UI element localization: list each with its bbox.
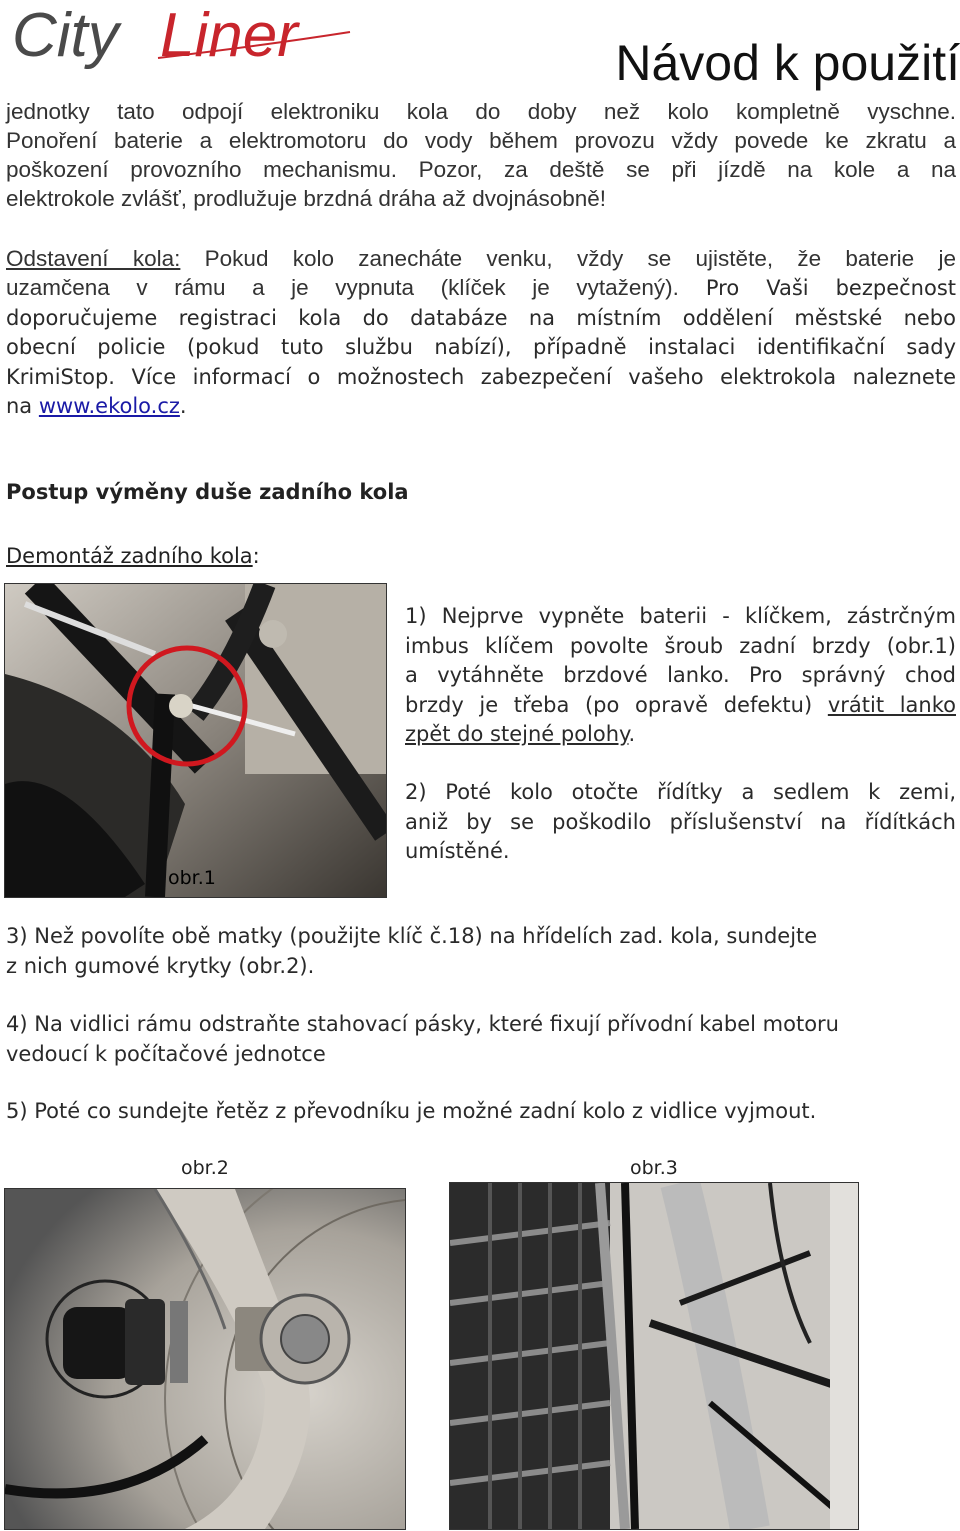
parking-line-5: KrimiStop. Více informací o možnostech zabezpečení vašeho elektrokola naleznete [6, 364, 956, 389]
parking-line-1-text: Pokud kolo zanecháte venku, vždy se ujistěte, že baterie je [204, 246, 956, 271]
step-1-line-5-end: . [628, 722, 636, 746]
step-4-text [6, 1010, 956, 1069]
logo-graphic [10, 0, 370, 76]
figure-1-caption: obr.1 [168, 867, 216, 889]
logo [10, 0, 370, 76]
page-title: Návod k použití [615, 35, 960, 91]
figure-3-caption: obr.3 [630, 1157, 678, 1179]
step-2-text [405, 778, 956, 867]
parking-line-4: obecní policie (pokud tuto službu nabízí), případně instalaci identifikační sady [6, 335, 956, 359]
logo-liner-text: Liner [160, 1, 298, 70]
intro-line: elektrokole zvlášť, prodlužuje brzdná dráha až dvojnásobně! [6, 186, 607, 211]
step-3-line-2: z nich gumové krytky (obr.2). [6, 953, 315, 978]
figure-2-caption: obr.2 [181, 1157, 229, 1179]
intro-paragraph [6, 97, 956, 213]
step-2-line-3: umístěné. [405, 839, 510, 863]
parking-line-3: doporučujeme registraci kola do databáze na místním oddělení městské nebo [6, 305, 956, 330]
step-1-line-5 [405, 720, 956, 750]
subsection-title [6, 544, 260, 568]
figure-2-photo [4, 1188, 406, 1530]
intro-line: poškození provozního mechanismu. Pozor, za deště se při jízdě na kole a na [6, 157, 956, 182]
step-2-line-1: 2) Poté kolo otočte řídítky a sedlem k zemi, [405, 780, 956, 804]
step-1-text [405, 602, 956, 750]
parking-line-1 [6, 244, 956, 273]
figure-3-photo [449, 1182, 859, 1530]
parking-line-6-suffix: . [179, 394, 187, 418]
step-5-text [6, 1097, 956, 1127]
figure-1-photo [4, 583, 387, 898]
parking-label: Odstavení kola: [6, 246, 181, 271]
intro-line: Ponoření baterie a elektromotoru do vody během provozu vždy povede ke zkratu a [6, 128, 956, 153]
ekolo-link[interactable]: www.ekolo.cz [38, 394, 180, 418]
parking-paragraph [6, 244, 956, 422]
parking-line-2b: Pro Vaši bezpečnost [705, 276, 956, 300]
figure-3-graphic [450, 1183, 858, 1529]
parking-line-2a: uzamčena v rámu a je vypnuta (klíček je vytažený). [6, 275, 679, 300]
step-1-line-3: a vytáhněte brzdové lanko. Pro správný chod [405, 663, 956, 687]
step-2-line-2: aniž by se poškodilo příslušenství na řídítkách [405, 809, 956, 834]
step-1-line-4 [405, 691, 956, 721]
parking-line-2 [6, 273, 956, 304]
subsection-title-text: Demontáž zadního kola [6, 544, 253, 568]
figure-2-graphic [5, 1189, 405, 1529]
figure-1-graphic [5, 584, 386, 897]
step-1-line-1: 1) Nejprve vypněte baterii - klíčkem, zástrčným [405, 604, 956, 628]
step-4-line-1: 4) Na vidlici rámu odstraňte stahovací pásky, které fixují přívodní kabel motoru [6, 1012, 839, 1036]
step-5-line-1: 5) Poté co sundejte řetěz z převodníku je možné zadní kolo z vidlice vyjmout. [6, 1099, 817, 1123]
parking-line-6 [6, 392, 956, 422]
parking-line-6-prefix: na [6, 394, 33, 418]
intro-line: jednotky tato odpojí elektroniku kola do doby než kolo kompletně vyschne. [6, 99, 956, 124]
step-4-line-2: vedoucí k počítačové jednotce [6, 1041, 326, 1066]
subsection-colon: : [252, 544, 260, 568]
logo-city-text: City [12, 1, 119, 70]
step-1-line-4a: brzdy je třeba (po opravě defektu) [405, 692, 813, 717]
section-title: Postup výměny duše zadního kola [6, 480, 409, 504]
step-1-line-5-link: zpět do stejné polohy [405, 722, 629, 746]
step-1-line-4-link: vrátit lanko [827, 692, 956, 717]
step-1-line-2: imbus klíčem povolte šroub zadní brzdy (obr.1) [405, 633, 956, 658]
step-3-line-1: 3) Než povolíte obě matky (použijte klíč č.18) na hřídelích zad. kola, sundejte [6, 924, 818, 948]
step-3-text [6, 922, 956, 981]
